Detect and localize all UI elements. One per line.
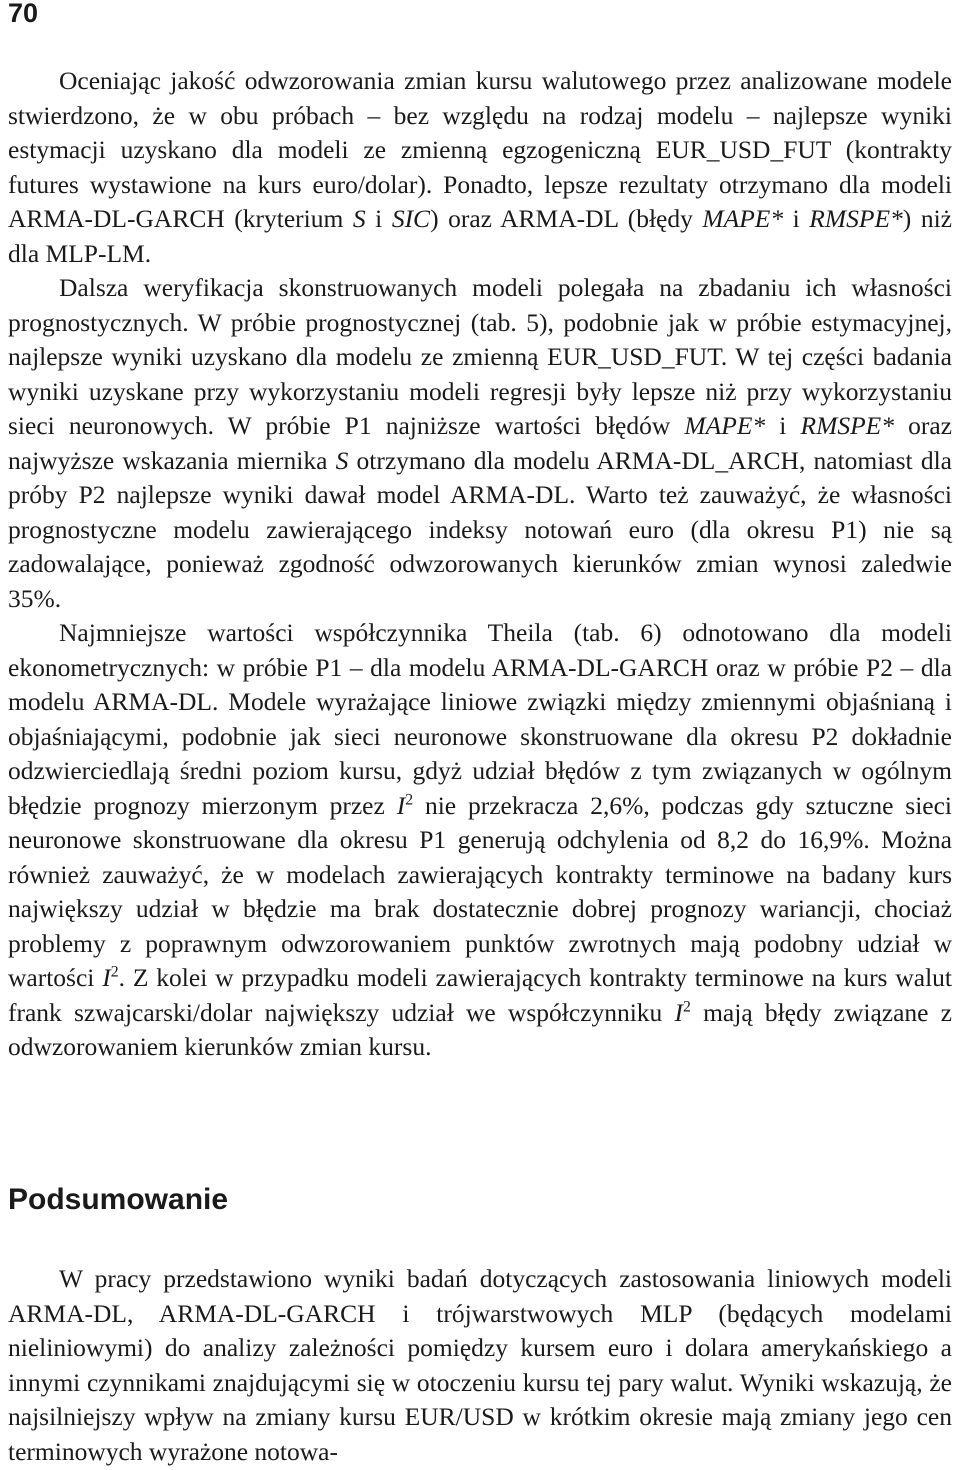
text-segment: mają błędy związane z odwzorowaniem kierunków zmian kursu. xyxy=(8,997,952,1061)
paragraph xyxy=(8,1262,952,1469)
italic-term: SIC xyxy=(391,204,431,233)
italic-term: RMSPE* xyxy=(800,411,894,440)
text-segment: ) niż dla MLP-LM. xyxy=(8,204,952,268)
paragraph xyxy=(8,271,952,616)
text-segment: oraz najwyższe wskazania miernika xyxy=(8,411,952,475)
section-heading: Podsumowanie xyxy=(8,1183,229,1216)
text-segment: Oceniając jakość odwzorowania zmian kursu walutowego przez analizowane modele stwierdzono, że w obu próbach – bez względu na rodzaj modelu – najlepsze wyniki estymacji uzyskano dla modeli ze zmienną egzogeniczną EUR_USD_FUT (kontrakty futures wystawione na kurs euro/dolar). Ponadto, lepsze rezultaty otrzymano dla modeli ARMA-DL-GARCH (kryterium xyxy=(8,66,952,233)
text-segment: Najmniejsze wartości współczynnika Theila (tab. 6) odnotowano dla modeli ekonometrycznych: w próbie P1 – dla modelu ARMA-DL-GARCH oraz w próbie P2 – dla modelu ARMA-DL. Modele wyrażające liniowe związki między zmiennymi objaśnianą i objaśniającymi, podobnie jak sieci neuronowe skonstruowane dla okresu P2 dokładnie odzwierciedlają średni poziom kursu, gdyż udział błędów z tym związanych w ogólnym błędzie prognozy mierzonym przez xyxy=(8,618,952,820)
paragraph xyxy=(8,64,952,271)
paragraph xyxy=(8,616,952,1065)
italic-term: RMSPE* xyxy=(809,204,903,233)
superscript: 2 xyxy=(682,998,691,1015)
text-segment: i xyxy=(365,204,392,233)
italic-term: I xyxy=(102,963,111,992)
italic-term: MAPE* xyxy=(684,411,766,440)
text-segment: . Z kolei w przypadku modeli zawierających kontrakty terminowe na kurs walut frank szwajcarski/dolar największy udział we współczynniku xyxy=(8,963,952,1027)
text-segment: i xyxy=(765,411,801,440)
text-segment: ) oraz ARMA-DL (błędy xyxy=(430,204,703,233)
italic-term: MAPE* xyxy=(702,204,784,233)
text-segment: Dalsza weryfikacja skonstruowanych modeli polegała na zbadaniu ich własności prognostycznych. W próbie prognostycznej (tab. 5), podobnie jak w próbie estymacyjnej, najlepsze wyniki uzyskano dla modelu ze zmienną EUR_USD_FUT. W tej części badania wyniki uzyskane przy wykorzystaniu modeli regresji były lepsze niż przy wykorzystaniu sieci neuronowych. W próbie P1 najniższe wartości błędów xyxy=(8,273,952,440)
text-segment: i xyxy=(783,204,810,233)
body-text-section-2 xyxy=(8,1262,952,1469)
italic-term: I xyxy=(674,997,683,1027)
italic-term: S xyxy=(335,445,349,475)
page-number: 70 xyxy=(8,0,39,28)
text-segment: otrzymano dla modelu ARMA-DL_ARCH, natomiast dla próby P2 najlepsze wyniki dawał model ARMA-DL. Warto też zauważyć, że własności prognostyczne modelu zawierającego indeksy notowań euro (dla okresu P1) nie są zadowalające, ponieważ zgodność odwzorowanych kierunków zmian wynosi zaledwie 35%. xyxy=(8,445,952,613)
text-segment: W pracy przedstawiono wyniki badań dotyczących zastosowania liniowych modeli ARMA-DL, ARMA-DL-GARCH i trójwarstwowych MLP (będących modelami nieliniowymi) do analizy zależności pomiędzy kursem euro i dolara amerykańskiego a innymi czynnikami znajdującymi się w otoczeniu kursu tej pary walut. Wyniki wskazują, że najsilniejszy wpływ na zmiany kursu EUR/USD w krótkim okresie mają zmiany jego cen terminowych wyrażone notowa- xyxy=(8,1264,952,1466)
italic-term: S xyxy=(352,204,366,233)
text-segment: nie przekracza 2,6%, podczas gdy sztuczne sieci neuronowe skonstruowane dla okresu P1 generują odchylenia od 8,2 do 16,9%. Można również zauważyć, że w modelach zawierających kontrakty terminowe na badany kurs największy udział w błędzie ma brak dostatecznie dobrej prognozy wariancji, chociaż problemy z poprawnym odwzorowaniem punktów zwrotnych mają podobny udział w wartości xyxy=(8,790,952,992)
italic-term: I xyxy=(396,790,406,820)
superscript: 2 xyxy=(110,963,119,981)
body-text-section-1 xyxy=(8,64,952,1065)
superscript: 2 xyxy=(405,791,414,808)
